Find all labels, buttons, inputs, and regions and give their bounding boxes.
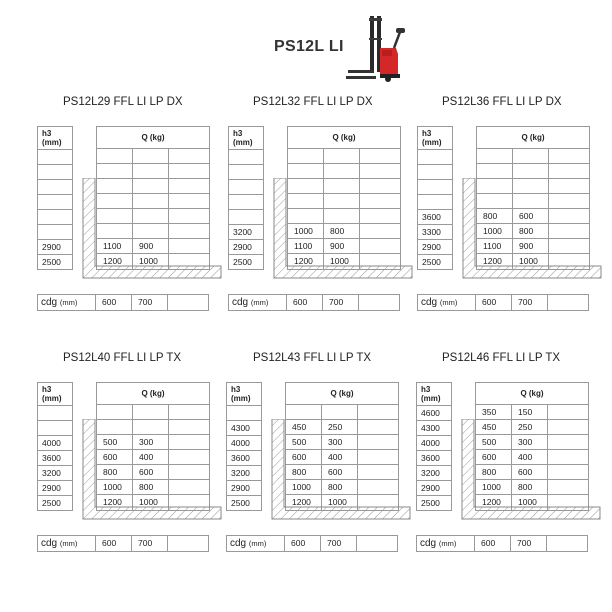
cdg-value: 700 (511, 536, 547, 551)
capacity-cell: 900 (324, 239, 360, 253)
q-header: Q (kg) (477, 127, 589, 149)
capacity-cell: 1000 (512, 495, 548, 510)
cdg-value: 600 (96, 295, 132, 310)
h3-value: 3600 (38, 450, 72, 465)
cdg-unit: (mm) (250, 298, 269, 307)
cdg-row (226, 535, 398, 552)
h3-value: 3600 (418, 209, 452, 224)
cdg-value: 700 (323, 295, 359, 310)
h3-value: 4000 (227, 435, 261, 450)
cdg-row (416, 535, 588, 552)
capacity-cell: 600 (322, 465, 358, 479)
cdg-text: cdg (41, 297, 58, 308)
capacity-cell: 800 (477, 209, 513, 223)
h3-value: 2900 (38, 480, 72, 495)
cdg-value: 600 (96, 536, 132, 551)
cdg-value: 700 (321, 536, 357, 551)
table-row (477, 149, 589, 164)
cdg-unit: (mm) (248, 539, 267, 548)
capacity-cell: 300 (512, 435, 548, 449)
h3-value (38, 179, 72, 194)
capacity-cell: 400 (512, 450, 548, 464)
model-title: PS12L29 FFL LI LP DX (63, 96, 183, 108)
capacity-cell: 1000 (477, 224, 513, 238)
capacity-cell: 1000 (286, 480, 322, 494)
cdg-row (37, 294, 209, 311)
h3-unit: (mm) (231, 394, 251, 403)
capacity-cell: 1000 (322, 495, 358, 510)
capacity-cell: 500 (97, 435, 133, 449)
cdg-text: cdg (420, 538, 437, 549)
capacity-cell: 1200 (477, 254, 513, 269)
cdg-value (168, 295, 208, 310)
h3-column (37, 382, 73, 511)
capacity-cell: 350 (476, 405, 512, 419)
h3-unit: (mm) (422, 138, 442, 147)
capacity-cell (288, 149, 324, 163)
capacity-cell: 500 (286, 435, 322, 449)
capacity-cell: 400 (322, 450, 358, 464)
capacity-panel-4 (37, 352, 225, 552)
cdg-value: 600 (287, 295, 323, 310)
capacity-cell: 150 (512, 405, 548, 419)
capacity-cell: 450 (286, 420, 322, 434)
h3-value: 2500 (227, 495, 261, 510)
h3-value: 2500 (38, 254, 72, 269)
cdg-label (418, 295, 476, 310)
h3-unit: (mm) (233, 138, 253, 147)
capacity-panel-1 (37, 96, 225, 308)
cdg-text: cdg (230, 538, 247, 549)
h3-label: h3 (42, 129, 52, 138)
cdg-value: 700 (132, 536, 168, 551)
capacity-cell (324, 164, 360, 178)
capacity-cell: 1000 (324, 254, 360, 269)
capacity-cell: 250 (512, 420, 548, 434)
h3-value: 4000 (38, 435, 72, 450)
q-header: Q (kg) (97, 383, 209, 405)
fork-diagram (460, 419, 612, 529)
cdg-text: cdg (232, 297, 249, 308)
h3-value (38, 405, 72, 420)
capacity-cell (360, 149, 400, 163)
h3-value (227, 405, 261, 420)
h3-value: 2900 (227, 480, 261, 495)
capacity-cell (97, 149, 133, 163)
capacity-cell: 250 (322, 420, 358, 434)
table-row (288, 164, 400, 179)
capacity-cell: 1000 (513, 254, 549, 269)
capacity-cell: 500 (476, 435, 512, 449)
capacity-cell: 400 (133, 450, 169, 464)
model-title: PS12L46 FFL LI LP TX (442, 352, 561, 364)
h3-unit: (mm) (421, 394, 441, 403)
h3-value (418, 149, 452, 164)
h3-column (228, 126, 264, 270)
h3-value: 3200 (417, 465, 451, 480)
header (0, 0, 612, 90)
cdg-value: 700 (132, 295, 168, 310)
capacity-cell: 1000 (133, 495, 169, 510)
capacity-cell: 800 (324, 224, 360, 238)
cdg-value: 600 (476, 295, 512, 310)
cdg-row (228, 294, 400, 311)
model-title: PS12L40 FFL LI LP TX (63, 352, 182, 364)
capacity-cell: 1100 (477, 239, 513, 253)
capacity-cell: 1200 (288, 254, 324, 269)
h3-value: 3300 (418, 224, 452, 239)
cdg-row (37, 535, 209, 552)
capacity-cell (169, 149, 209, 163)
h3-column (417, 126, 453, 270)
h3-value: 2500 (229, 254, 263, 269)
cdg-value (357, 536, 397, 551)
capacity-cell (133, 164, 169, 178)
capacity-cell: 800 (513, 224, 549, 238)
h3-value (38, 194, 72, 209)
capacity-cell: 1000 (288, 224, 324, 238)
q-header: Q (kg) (286, 383, 398, 405)
capacity-panel-2 (228, 96, 416, 308)
cdg-unit: (mm) (439, 298, 458, 307)
h3-value (229, 209, 263, 224)
capacity-cell (97, 405, 133, 419)
page-title: PS12L LI (274, 38, 344, 55)
cdg-value (168, 536, 208, 551)
h3-column (226, 382, 262, 511)
capacity-panel-3 (417, 96, 605, 308)
cdg-label (227, 536, 285, 551)
model-title: PS12L32 FFL LI LP DX (253, 96, 373, 108)
h3-value: 3600 (227, 450, 261, 465)
capacity-cell (133, 149, 169, 163)
table-row (97, 149, 209, 164)
model-title: PS12L43 FFL LI LP TX (253, 352, 372, 364)
capacity-cell: 1100 (97, 239, 133, 253)
fork-diagram (461, 178, 612, 288)
h3-value (229, 194, 263, 209)
cdg-row (417, 294, 589, 311)
capacity-cell (477, 149, 513, 163)
h3-unit: (mm) (42, 138, 62, 147)
capacity-cell (324, 149, 360, 163)
h3-value: 3200 (229, 224, 263, 239)
h3-value (38, 224, 72, 239)
capacity-cell (477, 164, 513, 178)
capacity-cell: 800 (512, 480, 548, 494)
h3-header (229, 127, 263, 149)
capacity-cell: 1200 (97, 495, 133, 510)
h3-value: 4600 (417, 405, 451, 420)
h3-value (38, 164, 72, 179)
cdg-text: cdg (421, 297, 438, 308)
capacity-cell: 1100 (288, 239, 324, 253)
pallet-stacker-image (344, 14, 410, 84)
capacity-cell (358, 405, 398, 419)
capacity-cell: 800 (133, 480, 169, 494)
h3-header (38, 127, 72, 149)
h3-value: 2900 (417, 480, 451, 495)
capacity-cell (286, 405, 322, 419)
cdg-label (38, 295, 96, 310)
h3-value: 3200 (38, 465, 72, 480)
h3-value (38, 420, 72, 435)
h3-column (37, 126, 73, 270)
h3-label: h3 (42, 385, 52, 394)
capacity-cell: 600 (476, 450, 512, 464)
table-row (286, 405, 398, 420)
h3-value (229, 164, 263, 179)
capacity-cell: 1000 (97, 480, 133, 494)
capacity-cell (549, 164, 589, 178)
h3-value: 3600 (417, 450, 451, 465)
capacity-cell: 1200 (476, 495, 512, 510)
cdg-label (417, 536, 475, 551)
capacity-cell (169, 405, 209, 419)
capacity-cell: 800 (286, 465, 322, 479)
capacity-cell: 600 (133, 465, 169, 479)
h3-value: 2900 (418, 239, 452, 254)
cdg-unit: (mm) (59, 298, 78, 307)
cdg-text: cdg (41, 538, 58, 549)
h3-label: h3 (233, 129, 243, 138)
capacity-cell: 1000 (476, 480, 512, 494)
h3-header (418, 127, 452, 149)
h3-value: 2500 (417, 495, 451, 510)
h3-header (417, 383, 451, 405)
capacity-panel-6 (416, 352, 604, 552)
capacity-cell: 900 (513, 239, 549, 253)
capacity-panel-5 (226, 352, 414, 552)
capacity-cell: 600 (97, 450, 133, 464)
table-row (288, 149, 400, 164)
h3-value: 4300 (417, 420, 451, 435)
capacity-cell: 1000 (133, 254, 169, 269)
capacity-cell (513, 164, 549, 178)
cdg-value (548, 295, 588, 310)
model-title: PS12L36 FFL LI LP DX (442, 96, 562, 108)
h3-header (38, 383, 72, 405)
table-row (477, 164, 589, 179)
capacity-cell (133, 405, 169, 419)
cdg-label (229, 295, 287, 310)
capacity-cell: 300 (133, 435, 169, 449)
cdg-value: 600 (285, 536, 321, 551)
h3-value (229, 149, 263, 164)
capacity-cell (288, 164, 324, 178)
cdg-value: 600 (475, 536, 511, 551)
h3-value (418, 164, 452, 179)
capacity-cell: 800 (97, 465, 133, 479)
capacity-cell (169, 164, 209, 178)
h3-value: 3200 (227, 465, 261, 480)
capacity-cell: 1200 (97, 254, 133, 269)
h3-value: 2900 (38, 239, 72, 254)
cdg-value (359, 295, 399, 310)
table-row (97, 164, 209, 179)
cdg-value: 700 (512, 295, 548, 310)
h3-header (227, 383, 261, 405)
capacity-cell: 600 (512, 465, 548, 479)
h3-value (38, 149, 72, 164)
capacity-cell (549, 149, 589, 163)
capacity-cell: 800 (476, 465, 512, 479)
h3-value: 2500 (38, 495, 72, 510)
h3-value (229, 179, 263, 194)
h3-value (418, 194, 452, 209)
capacity-cell (322, 405, 358, 419)
cdg-label (38, 536, 96, 551)
cdg-unit: (mm) (59, 539, 78, 548)
capacity-cell (513, 149, 549, 163)
table-row (476, 405, 588, 420)
cdg-unit: (mm) (438, 539, 457, 548)
h3-value (38, 209, 72, 224)
h3-value: 2500 (418, 254, 452, 269)
q-header: Q (kg) (288, 127, 400, 149)
cdg-value (547, 536, 587, 551)
capacity-cell: 800 (322, 480, 358, 494)
capacity-cell: 900 (133, 239, 169, 253)
capacity-cell: 1200 (286, 495, 322, 510)
h3-unit: (mm) (42, 394, 62, 403)
capacity-cell: 300 (322, 435, 358, 449)
h3-label: h3 (421, 385, 431, 394)
q-header: Q (kg) (97, 127, 209, 149)
capacity-cell (548, 405, 588, 419)
capacity-cell (360, 164, 400, 178)
h3-column (416, 382, 452, 511)
h3-value (418, 179, 452, 194)
q-header: Q (kg) (476, 383, 588, 405)
h3-value: 4000 (417, 435, 451, 450)
h3-label: h3 (231, 385, 241, 394)
h3-value: 2900 (229, 239, 263, 254)
capacity-cell: 600 (286, 450, 322, 464)
capacity-cell: 600 (513, 209, 549, 223)
capacity-cell (97, 164, 133, 178)
table-row (97, 405, 209, 420)
h3-value: 4300 (227, 420, 261, 435)
capacity-cell: 450 (476, 420, 512, 434)
h3-label: h3 (422, 129, 432, 138)
